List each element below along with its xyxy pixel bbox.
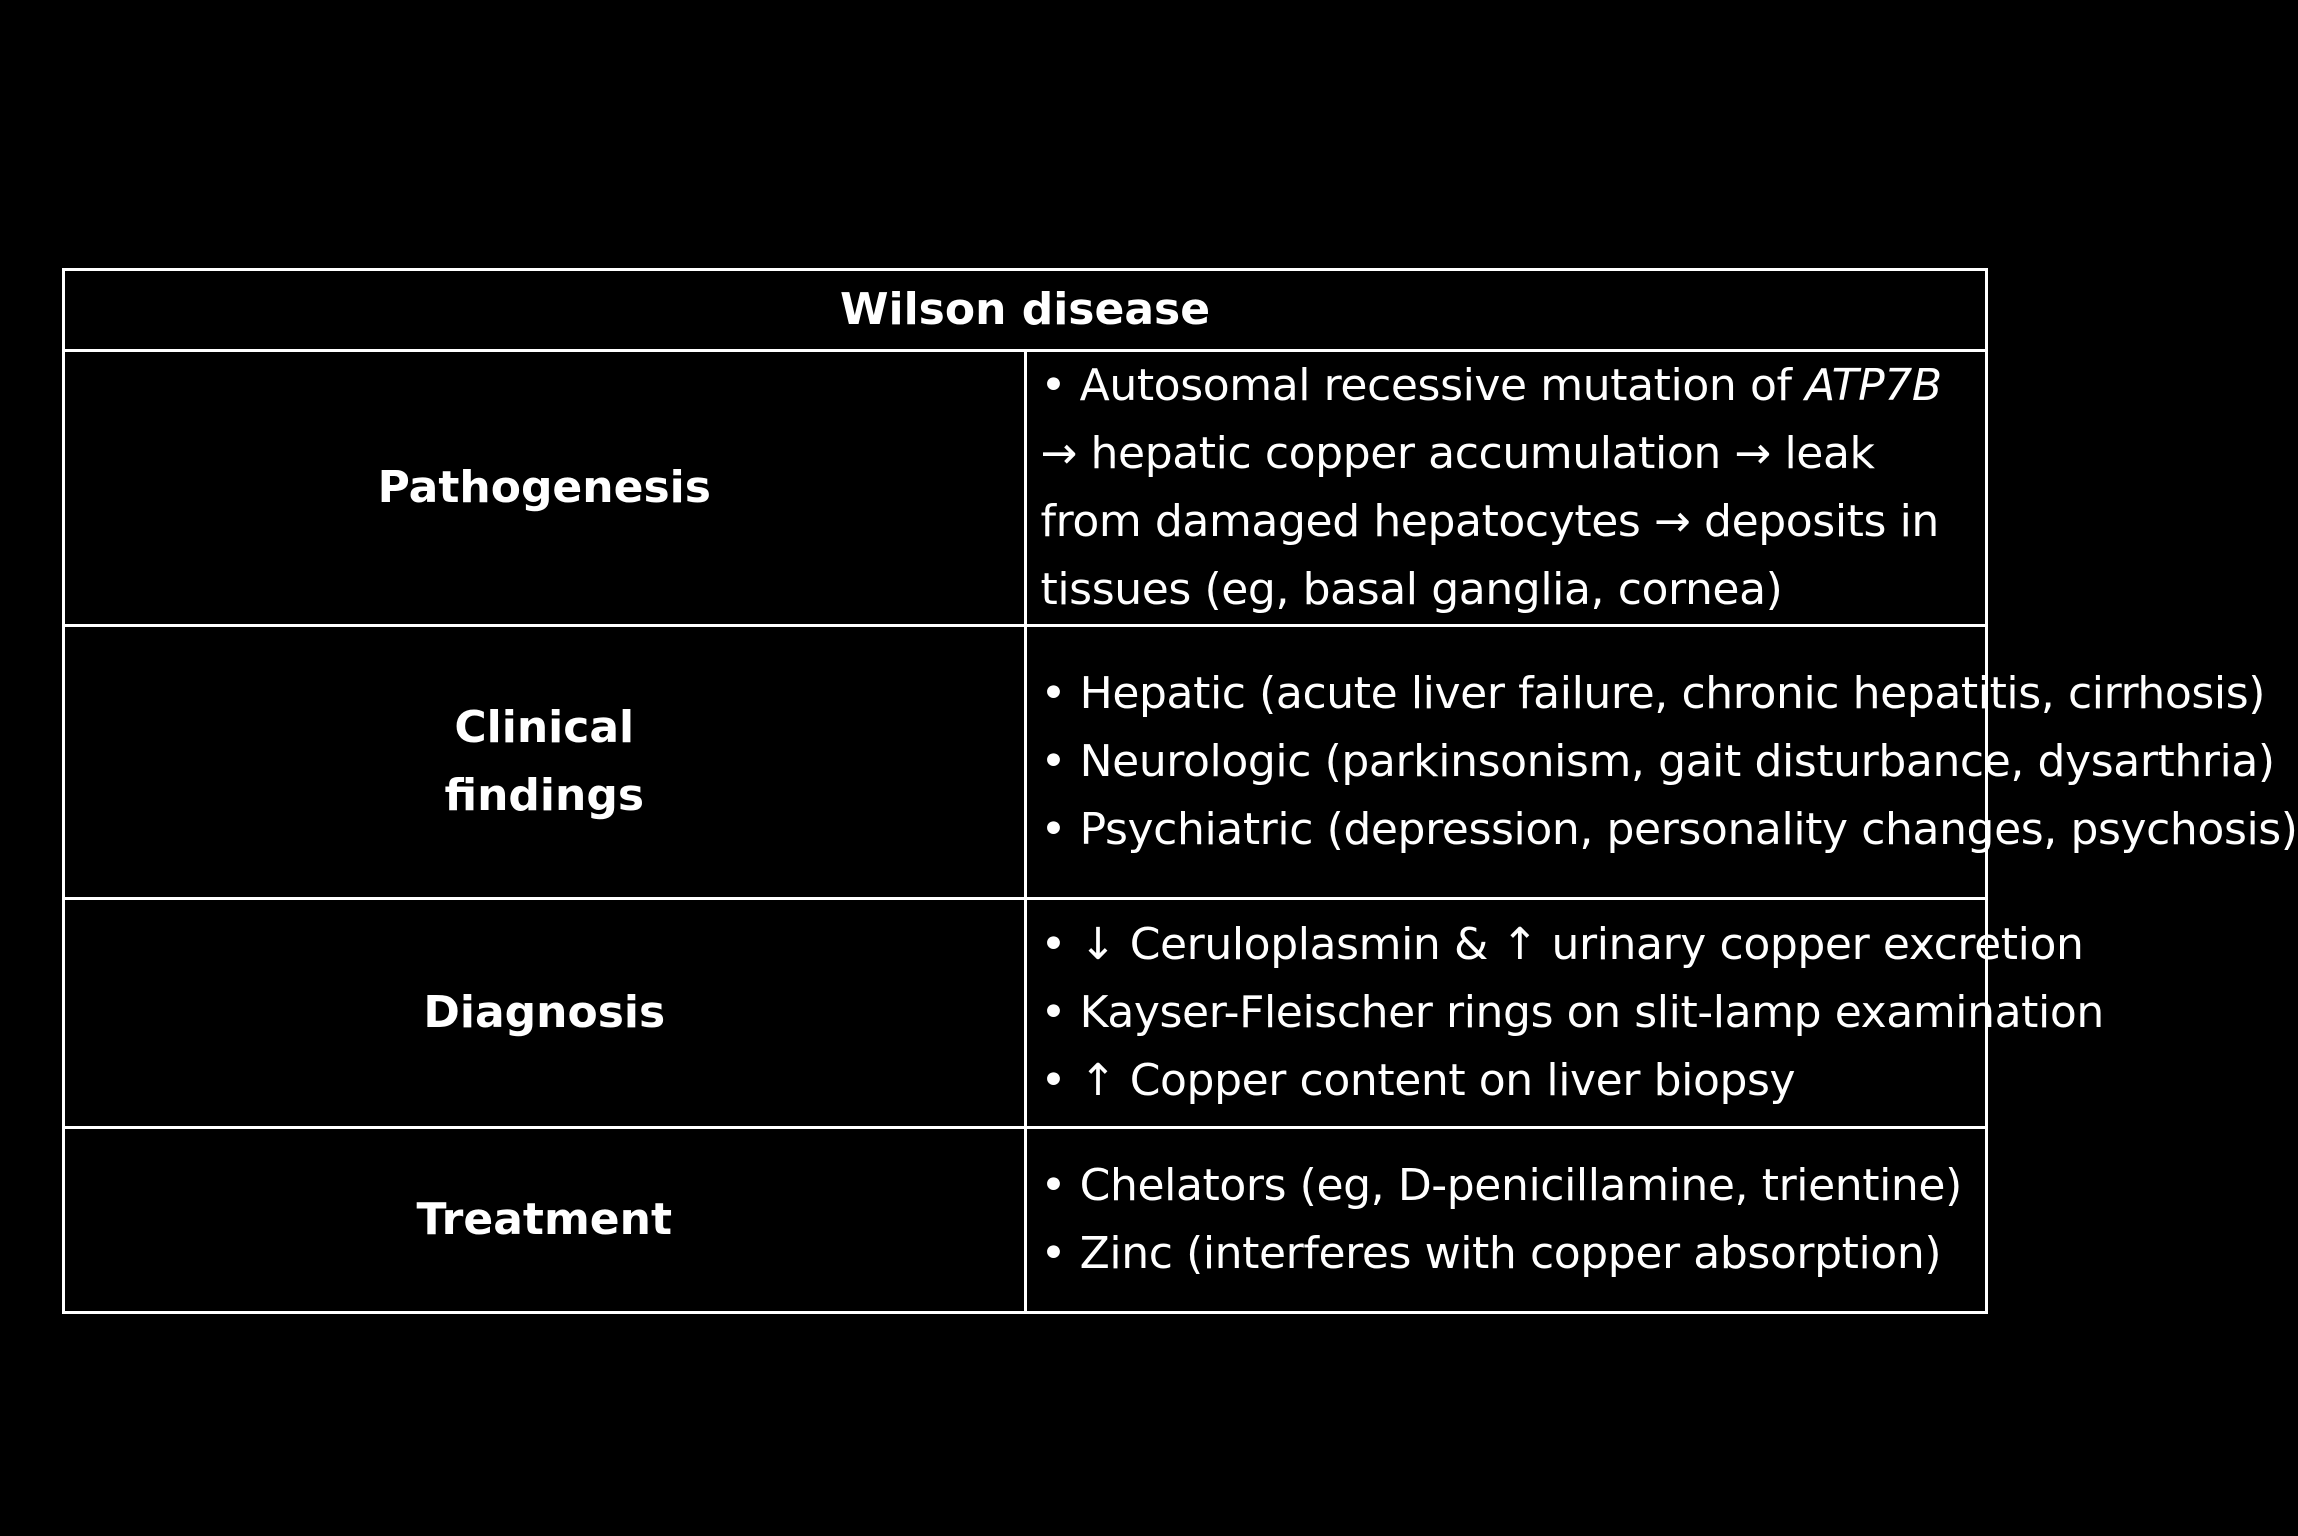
list-item: • Psychiatric (depression, personality changes, psychosis) (1040, 804, 2298, 855)
list-item: • Neurologic (parkinsonism, gait disturbance, dysarthria) (1040, 736, 2275, 787)
table-row-diagnosis (64, 899, 1987, 1128)
row-label-clinical-findings (64, 626, 1026, 899)
row-content-clinical-findings (1025, 626, 2298, 899)
bullet: • (1040, 360, 1067, 411)
row-label-treatment: Treatment (64, 1128, 1026, 1313)
pathogenesis-text-part2: → hepatic copper accumulation → leak from damaged hepatocytes → deposits in tissues (eg, basal ganglia, cornea) (1040, 428, 1939, 615)
table-row-treatment (64, 1128, 1987, 1313)
table-row-clinical-findings (64, 626, 1987, 899)
list-item: • ↑ Copper content on liver biopsy (1040, 1055, 1796, 1106)
list-item: • Zinc (interferes with copper absorption) (1040, 1228, 1942, 1279)
row-label-clinical-line2: findings (444, 770, 645, 821)
table-row-pathogenesis (64, 351, 1987, 626)
list-item: • Hepatic (acute liver failure, chronic hepatitis, cirrhosis) (1040, 668, 2266, 719)
row-content-diagnosis (1025, 899, 2104, 1128)
row-label-clinical-line1: Clinical (454, 702, 635, 753)
list-item: • Chelators (eg, D-penicillamine, trientine) (1040, 1160, 1962, 1211)
row-content-pathogenesis (1025, 351, 1987, 626)
row-content-treatment (1025, 1128, 1987, 1313)
wilson-disease-table (62, 268, 2298, 1314)
pathogenesis-text (1041, 352, 1978, 624)
table-title: Wilson disease (64, 270, 1987, 351)
row-label-pathogenesis: Pathogenesis (64, 351, 1026, 626)
list-item: • Kayser-Fleischer rings on slit-lamp examination (1040, 987, 2104, 1038)
list-item: • ↓ Ceruloplasmin & ↑ urinary copper excretion (1040, 919, 2084, 970)
pathogenesis-text-part1: Autosomal recessive mutation of (1066, 360, 1806, 411)
gene-name: ATP7B (1805, 360, 1942, 411)
row-label-diagnosis: Diagnosis (64, 899, 1026, 1128)
table-title-row (64, 270, 1987, 351)
